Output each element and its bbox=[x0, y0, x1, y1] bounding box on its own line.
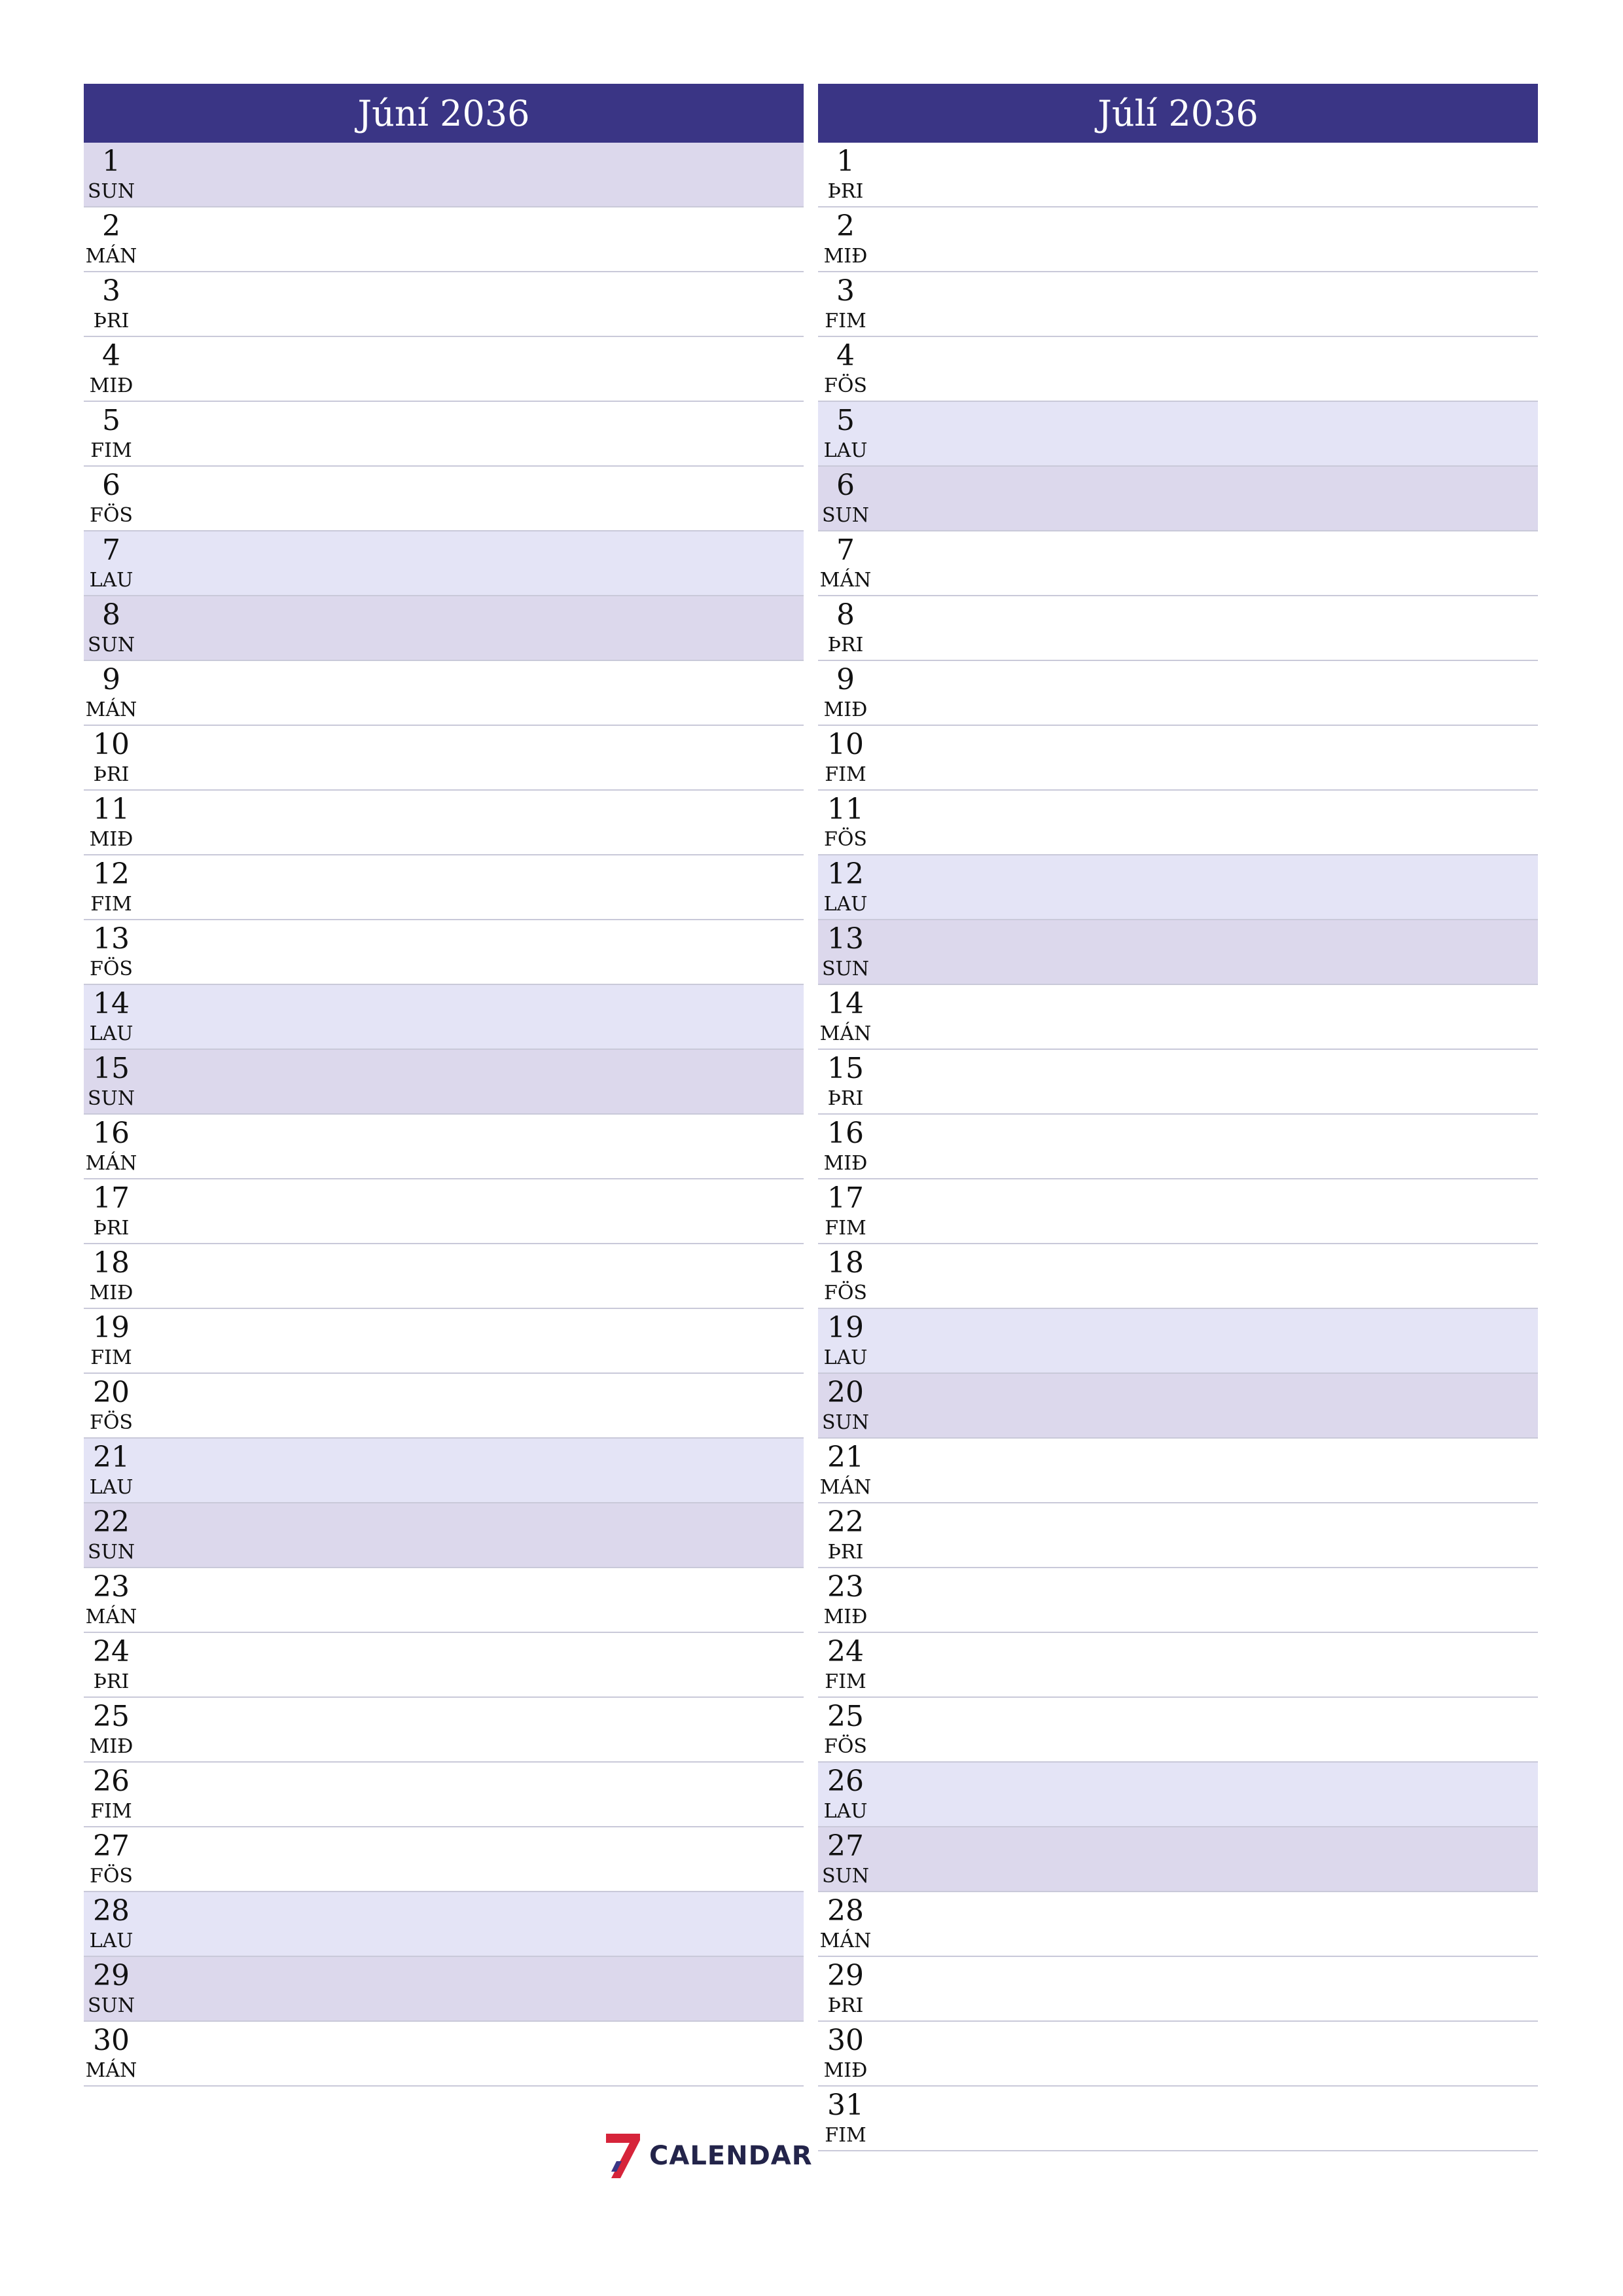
day-number: 2 bbox=[836, 209, 855, 243]
day-row bbox=[818, 985, 1538, 1050]
weekday-label: SUN bbox=[87, 634, 135, 656]
weekday-label: MIÐ bbox=[89, 1282, 134, 1304]
day-number: 4 bbox=[836, 339, 855, 372]
weekday-label: ÞRI bbox=[93, 763, 130, 786]
day-number: 9 bbox=[102, 663, 120, 696]
weekday-label: SUN bbox=[821, 504, 870, 527]
day-row bbox=[84, 402, 804, 467]
day-number: 29 bbox=[93, 1959, 130, 1992]
weekday-label: MIÐ bbox=[823, 1605, 868, 1628]
day-number: 21 bbox=[827, 1441, 864, 1474]
day-row bbox=[84, 1115, 804, 1179]
weekday-label: LAU bbox=[823, 1800, 868, 1823]
day-row bbox=[84, 1957, 804, 2022]
day-row bbox=[818, 1892, 1538, 1957]
weekday-label: LAU bbox=[823, 893, 868, 916]
weekday-label: FÖS bbox=[824, 374, 867, 397]
weekday-label: MÁN bbox=[819, 1929, 872, 1952]
day-number: 21 bbox=[93, 1441, 130, 1474]
weekday-label: LAU bbox=[89, 569, 134, 592]
weekday-label: FIM bbox=[825, 1217, 866, 1240]
day-number: 12 bbox=[93, 857, 130, 891]
day-number: 11 bbox=[93, 793, 130, 826]
day-number: 11 bbox=[827, 793, 864, 826]
weekday-label: LAU bbox=[823, 1346, 868, 1369]
day-number: 2 bbox=[102, 209, 120, 243]
day-number: 20 bbox=[93, 1376, 130, 1409]
day-row bbox=[84, 661, 804, 726]
day-row bbox=[818, 272, 1538, 337]
weekday-label: FÖS bbox=[90, 504, 133, 527]
day-row bbox=[84, 1050, 804, 1115]
day-row bbox=[818, 1827, 1538, 1892]
day-row bbox=[818, 1115, 1538, 1179]
day-number: 1 bbox=[102, 145, 120, 178]
weekday-label: FIM bbox=[90, 439, 132, 462]
day-number: 19 bbox=[827, 1311, 864, 1344]
day-number: 30 bbox=[827, 2024, 864, 2057]
day-number: 18 bbox=[827, 1246, 864, 1280]
weekday-label: MÁN bbox=[85, 245, 137, 268]
weekday-label: FÖS bbox=[90, 1411, 133, 1434]
day-row bbox=[84, 467, 804, 531]
weekday-label: MIÐ bbox=[823, 2059, 868, 2082]
day-row bbox=[84, 337, 804, 402]
weekday-label: MÁN bbox=[85, 698, 137, 721]
day-row bbox=[84, 1439, 804, 1503]
month-title: Júní 2036 bbox=[84, 84, 804, 143]
day-number: 31 bbox=[827, 2089, 864, 2122]
weekday-label: MIÐ bbox=[89, 828, 134, 851]
day-row bbox=[818, 1957, 1538, 2022]
weekday-label: FIM bbox=[90, 1800, 132, 1823]
day-number: 7 bbox=[102, 533, 120, 567]
seven-logo-icon bbox=[602, 2132, 641, 2179]
weekday-label: FÖS bbox=[824, 828, 867, 851]
day-number: 30 bbox=[93, 2024, 130, 2057]
day-number: 17 bbox=[93, 1181, 130, 1215]
weekday-label: ÞRI bbox=[93, 1670, 130, 1693]
day-number: 26 bbox=[93, 1765, 130, 1798]
day-row bbox=[84, 596, 804, 661]
weekday-label: LAU bbox=[89, 1929, 134, 1952]
day-number: 4 bbox=[102, 339, 120, 372]
weekday-label: ÞRI bbox=[827, 634, 864, 656]
day-row bbox=[818, 1698, 1538, 1763]
weekday-label: MIÐ bbox=[823, 698, 868, 721]
weekday-label: FIM bbox=[825, 1670, 866, 1693]
brand-logo bbox=[602, 2132, 813, 2179]
day-row bbox=[84, 272, 804, 337]
day-row bbox=[84, 207, 804, 272]
weekday-label: SUN bbox=[87, 1087, 135, 1110]
day-row bbox=[84, 143, 804, 207]
day-number: 25 bbox=[93, 1700, 130, 1733]
weekday-label: SUN bbox=[87, 1994, 135, 2017]
day-row bbox=[84, 985, 804, 1050]
day-number: 22 bbox=[827, 1505, 864, 1539]
weekday-label: FÖS bbox=[90, 1865, 133, 1888]
day-number: 6 bbox=[836, 469, 855, 502]
day-row bbox=[818, 1179, 1538, 1244]
day-row bbox=[84, 2022, 804, 2087]
day-list bbox=[84, 143, 804, 2087]
weekday-label: SUN bbox=[821, 958, 870, 980]
weekday-label: FIM bbox=[90, 893, 132, 916]
day-number: 5 bbox=[836, 404, 855, 437]
logo-text: CALENDAR bbox=[649, 2141, 813, 2171]
month-column-july bbox=[818, 84, 1538, 2151]
day-row bbox=[84, 1698, 804, 1763]
day-row bbox=[84, 1503, 804, 1568]
day-number: 13 bbox=[93, 922, 130, 956]
day-number: 28 bbox=[93, 1894, 130, 1928]
day-row bbox=[84, 920, 804, 985]
month-title: Júlí 2036 bbox=[818, 84, 1538, 143]
weekday-label: SUN bbox=[821, 1411, 870, 1434]
weekday-label: ÞRI bbox=[93, 310, 130, 332]
day-row bbox=[84, 1633, 804, 1698]
day-row bbox=[818, 920, 1538, 985]
day-number: 23 bbox=[827, 1570, 864, 1604]
day-row bbox=[818, 1439, 1538, 1503]
day-number: 9 bbox=[836, 663, 855, 696]
weekday-label: LAU bbox=[823, 439, 868, 462]
day-row bbox=[818, 402, 1538, 467]
weekday-label: MIÐ bbox=[823, 1152, 868, 1175]
day-row bbox=[818, 1244, 1538, 1309]
day-number: 17 bbox=[827, 1181, 864, 1215]
weekday-label: MÁN bbox=[819, 1022, 872, 1045]
day-number: 6 bbox=[102, 469, 120, 502]
day-number: 22 bbox=[93, 1505, 130, 1539]
day-row bbox=[818, 1050, 1538, 1115]
weekday-label: FÖS bbox=[824, 1282, 867, 1304]
day-number: 10 bbox=[827, 728, 864, 761]
weekday-label: FIM bbox=[825, 310, 866, 332]
day-row bbox=[818, 337, 1538, 402]
day-number: 16 bbox=[93, 1117, 130, 1150]
day-row bbox=[818, 1633, 1538, 1698]
day-number: 29 bbox=[827, 1959, 864, 1992]
day-number: 10 bbox=[93, 728, 130, 761]
weekday-label: MÁN bbox=[85, 2059, 137, 2082]
day-number: 14 bbox=[93, 987, 130, 1020]
weekday-label: ÞRI bbox=[827, 1087, 864, 1110]
day-row bbox=[818, 531, 1538, 596]
day-number: 13 bbox=[827, 922, 864, 956]
day-row bbox=[84, 1244, 804, 1309]
weekday-label: ÞRI bbox=[827, 180, 864, 203]
day-number: 27 bbox=[93, 1829, 130, 1863]
weekday-label: FÖS bbox=[824, 1735, 867, 1758]
day-number: 3 bbox=[836, 274, 855, 308]
weekday-label: ÞRI bbox=[93, 1217, 130, 1240]
day-row bbox=[84, 726, 804, 791]
day-number: 18 bbox=[93, 1246, 130, 1280]
day-number: 24 bbox=[93, 1635, 130, 1668]
weekday-label: FÖS bbox=[90, 958, 133, 980]
day-row bbox=[84, 531, 804, 596]
day-row bbox=[84, 1374, 804, 1439]
weekday-label: FIM bbox=[90, 1346, 132, 1369]
day-row bbox=[84, 1309, 804, 1374]
day-row bbox=[818, 726, 1538, 791]
day-row bbox=[84, 1827, 804, 1892]
day-number: 7 bbox=[836, 533, 855, 567]
day-row bbox=[84, 1892, 804, 1957]
weekday-label: MÁN bbox=[819, 1476, 872, 1499]
day-row bbox=[818, 855, 1538, 920]
day-number: 16 bbox=[827, 1117, 864, 1150]
day-number: 8 bbox=[102, 598, 120, 632]
weekday-label: FIM bbox=[825, 2124, 866, 2147]
day-number: 1 bbox=[836, 145, 855, 178]
day-list bbox=[818, 143, 1538, 2151]
day-row bbox=[84, 855, 804, 920]
day-row bbox=[84, 791, 804, 855]
day-number: 23 bbox=[93, 1570, 130, 1604]
day-number: 3 bbox=[102, 274, 120, 308]
day-number: 20 bbox=[827, 1376, 864, 1409]
day-row bbox=[818, 1763, 1538, 1827]
day-number: 28 bbox=[827, 1894, 864, 1928]
weekday-label: MÁN bbox=[85, 1152, 137, 1175]
day-row bbox=[84, 1763, 804, 1827]
day-number: 15 bbox=[93, 1052, 130, 1085]
weekday-label: FIM bbox=[825, 763, 866, 786]
weekday-label: ÞRI bbox=[827, 1994, 864, 2017]
weekday-label: SUN bbox=[87, 180, 135, 203]
day-row bbox=[818, 596, 1538, 661]
day-row bbox=[818, 2022, 1538, 2087]
day-row bbox=[818, 467, 1538, 531]
day-row bbox=[818, 143, 1538, 207]
day-number: 24 bbox=[827, 1635, 864, 1668]
weekday-label: MIÐ bbox=[89, 374, 134, 397]
day-row bbox=[818, 1374, 1538, 1439]
day-row bbox=[818, 661, 1538, 726]
weekday-label: MIÐ bbox=[89, 1735, 134, 1758]
day-row bbox=[818, 2087, 1538, 2151]
weekday-label: SUN bbox=[821, 1865, 870, 1888]
day-row bbox=[818, 1503, 1538, 1568]
day-number: 19 bbox=[93, 1311, 130, 1344]
day-number: 27 bbox=[827, 1829, 864, 1863]
day-number: 5 bbox=[102, 404, 120, 437]
weekday-label: MÁN bbox=[819, 569, 872, 592]
month-column-june bbox=[84, 84, 804, 2087]
day-row bbox=[818, 791, 1538, 855]
day-number: 12 bbox=[827, 857, 864, 891]
day-number: 26 bbox=[827, 1765, 864, 1798]
weekday-label: ÞRI bbox=[827, 1541, 864, 1564]
day-row bbox=[84, 1568, 804, 1633]
day-number: 8 bbox=[836, 598, 855, 632]
weekday-label: MÁN bbox=[85, 1605, 137, 1628]
weekday-label: SUN bbox=[87, 1541, 135, 1564]
day-row bbox=[818, 1568, 1538, 1633]
day-row bbox=[84, 1179, 804, 1244]
day-number: 15 bbox=[827, 1052, 864, 1085]
day-row bbox=[818, 1309, 1538, 1374]
weekday-label: LAU bbox=[89, 1476, 134, 1499]
weekday-label: MIÐ bbox=[823, 245, 868, 268]
weekday-label: LAU bbox=[89, 1022, 134, 1045]
day-number: 14 bbox=[827, 987, 864, 1020]
day-row bbox=[818, 207, 1538, 272]
day-number: 25 bbox=[827, 1700, 864, 1733]
